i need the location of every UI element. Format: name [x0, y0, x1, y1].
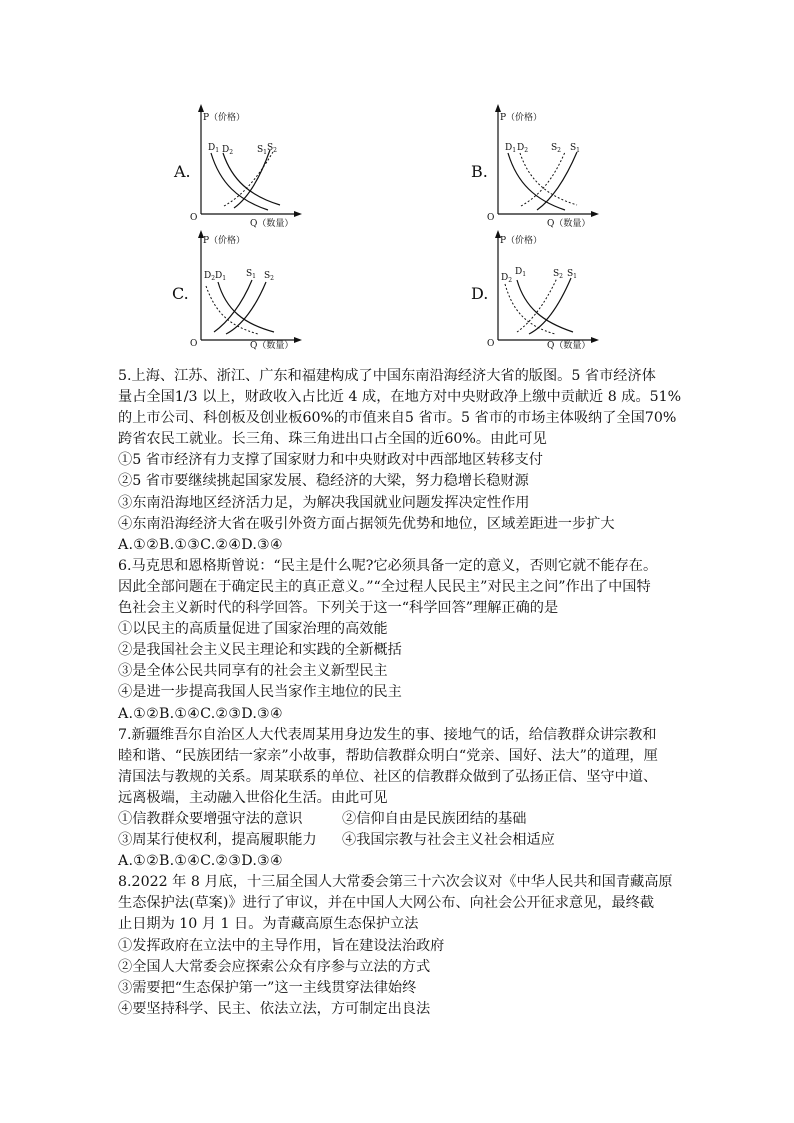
demand-curve-2: [520, 153, 577, 205]
statement-row: [118, 809, 684, 830]
question-stem-line: 跨省农民工就业。长三角、珠三角进出口占全国的近60%。由此可见: [118, 431, 547, 448]
demand-curve-1: [517, 280, 573, 332]
statement-item: ①发挥政府在立法中的主导作用，旨在建设法治政府: [118, 937, 445, 954]
quantity-axis-label: Q（数量）: [250, 341, 294, 351]
graph-d: [465, 234, 695, 354]
statement-row: [118, 830, 684, 851]
demand-label: $D_2$: [222, 145, 234, 156]
statement-item: ④要坚持科学、民主、依法立法，方可制定出良法: [118, 1000, 431, 1017]
supply-label: $S_2$: [267, 143, 277, 154]
demand-label: $D_1$: [215, 271, 227, 282]
question-7: [118, 725, 684, 873]
question-stem-line: 睦和谐、“民族团结一家亲”小故事，帮助信教群众明白“党亲、国好、法大”的道理，厘: [118, 747, 658, 764]
price-axis-label: P（价格）: [203, 236, 246, 246]
statement-item: ③周某行使权利，提高履职能力: [118, 832, 317, 849]
supply-curve-2: [517, 278, 557, 332]
question-8: [118, 872, 684, 1020]
question-stem-line: 清国法与教规的关系。周某联系的单位、社区的信教群众做到了弘扬正信、坚守中道、: [118, 768, 658, 785]
question-stem-line: 止日期为 10 月 1 日。为青藏高原生态保护立法: [118, 916, 419, 933]
statement-item: ①以民主的高质量促进了国家治理的高效能: [118, 621, 388, 638]
question-stem-line: 的上市公司、科创板及创业板60%的市值来自5 省市。5 省市的市场主体吸纳了全国70%: [118, 410, 677, 427]
statement-item: ②信仰自由是民族团结的基础: [342, 810, 527, 827]
supply-label: $S_1$: [257, 145, 267, 156]
statement-item: ③需要把“生态保护第一”这一主线贯穿法律始终: [118, 979, 417, 996]
questions-block: [118, 366, 684, 1020]
demand-curve-1: [218, 282, 274, 332]
origin-label: O: [190, 339, 198, 349]
question-stem-line: 因此全部问题在于确定民主的真正意义。”“全过程人民民主”对民主之问”作出了中国特: [118, 578, 651, 595]
demand-label: $D_2$: [501, 273, 513, 284]
graph-c: [168, 234, 398, 354]
demand-label: $D_1$: [515, 267, 527, 278]
demand-label: $D_1$: [208, 143, 220, 154]
statement-item: ①信教群众要增强守法的意识: [118, 810, 303, 827]
answer-options: A.①②B.①④C.②③D.③④: [118, 705, 283, 722]
question-stem-line: 量占全国1/3 以上，财政收入占比近 4 成，在地方对中央财政净上缴中贡献近 8 成。51%: [118, 389, 682, 406]
question-stem-line: 8.2022 年 8 月底，十三届全国人大常委会第三十六次会议对《中华人民共和国青藏高原: [118, 874, 673, 891]
supply-label: $S_2$: [264, 271, 274, 282]
supply-label: $S_1$: [246, 269, 256, 280]
question-stem-line: 远离极端，主动融入世俗化生活。由此可见: [118, 789, 388, 806]
statement-item: ③是全体公民共同享有的社会主义新型民主: [118, 663, 388, 680]
price-axis-label: P（价格）: [203, 113, 246, 123]
answer-options: A.①②B.①④C.②③D.③④: [118, 853, 283, 870]
supply-label: $S_2$: [551, 143, 561, 154]
statement-item: ①5 省市经济有力支撑了国家财力和中央财政对中西部地区转移支付: [118, 452, 543, 469]
demand-label: $D_2$: [204, 271, 216, 282]
demand-label: $D_1$: [505, 143, 517, 154]
statement-item: ③东南沿海地区经济活力足，为解决我国就业问题发挥决定性作用: [118, 494, 530, 511]
price-axis-label: P（价格）: [500, 236, 543, 246]
origin-label: O: [487, 213, 495, 223]
statement-item: ④东南沿海经济大省在吸引外资方面占据领先优势和地位，区域差距进一步扩大: [118, 515, 615, 532]
question-5: [118, 366, 684, 556]
graph-b: [465, 108, 695, 228]
graph-option-label: B.: [471, 162, 488, 181]
price-axis-label: P（价格）: [500, 113, 543, 123]
statement-item: ④我国宗教与社会主义社会相适应: [342, 832, 555, 849]
question-stem-line: 生态保护法(草案)》进行了审议，并在中国人大网公布、向社会公开征求意见，最终截: [118, 895, 655, 912]
quantity-axis-label: Q（数量）: [250, 219, 294, 229]
quantity-axis-label: Q（数量）: [547, 219, 591, 229]
question-stem-line: 7.新疆维吾尔自治区人大代表周某用身边发生的事、接地气的话，给信教群众讲宗教和: [118, 726, 657, 743]
demand-curve-2: [206, 286, 258, 334]
demand-curve-2: [223, 153, 280, 205]
quantity-axis-label: Q（数量）: [547, 341, 591, 351]
supply-label: $S_1$: [570, 143, 580, 154]
demand-curve-2: [505, 284, 555, 334]
graph-option-label: A.: [174, 162, 191, 181]
question-stem-line: 6.马克思和恩格斯曾说：“民主是什么呢?它必须具备一定的意义，否则它就不能存在。: [118, 557, 658, 574]
question-6: [118, 556, 684, 725]
graph-option-label: C.: [172, 284, 189, 303]
origin-label: O: [487, 339, 495, 349]
graph-option-label: D.: [471, 284, 489, 303]
demand-label: $D_2$: [517, 143, 529, 154]
statement-item: ④是进一步提高我国人民当家作主地位的民主: [118, 684, 402, 701]
graph-a: [168, 108, 398, 228]
supply-curve-1: [537, 152, 577, 210]
supply-demand-graph-b: [465, 108, 695, 228]
statement-item: ②5 省市要继续挑起国家发展、稳经济的大梁，努力稳增长稳财源: [118, 473, 529, 490]
question-stem-line: 5.上海、江苏、浙江、广东和福建构成了中国东南沿海经济大省的版图。5 省市经济体: [118, 368, 656, 384]
supply-demand-graph-c: [168, 234, 398, 354]
supply-demand-graph-d: [465, 234, 695, 354]
statement-item: ②全国人大常委会应探索公众有序参与立法的方式: [118, 958, 431, 975]
origin-label: O: [190, 213, 198, 223]
supply-label: $S_1$: [567, 269, 577, 280]
statement-item: ②是我国社会主义民主理论和实践的全新概括: [118, 642, 402, 659]
supply-demand-graph-a: [168, 108, 398, 228]
answer-options: A.①②B.①③C.②④D.③④: [118, 536, 283, 553]
supply-label: $S_2$: [553, 269, 563, 280]
question-stem-line: 色社会主义新时代的科学回答。下列关于这一“科学回答”理解正确的是: [118, 600, 559, 617]
